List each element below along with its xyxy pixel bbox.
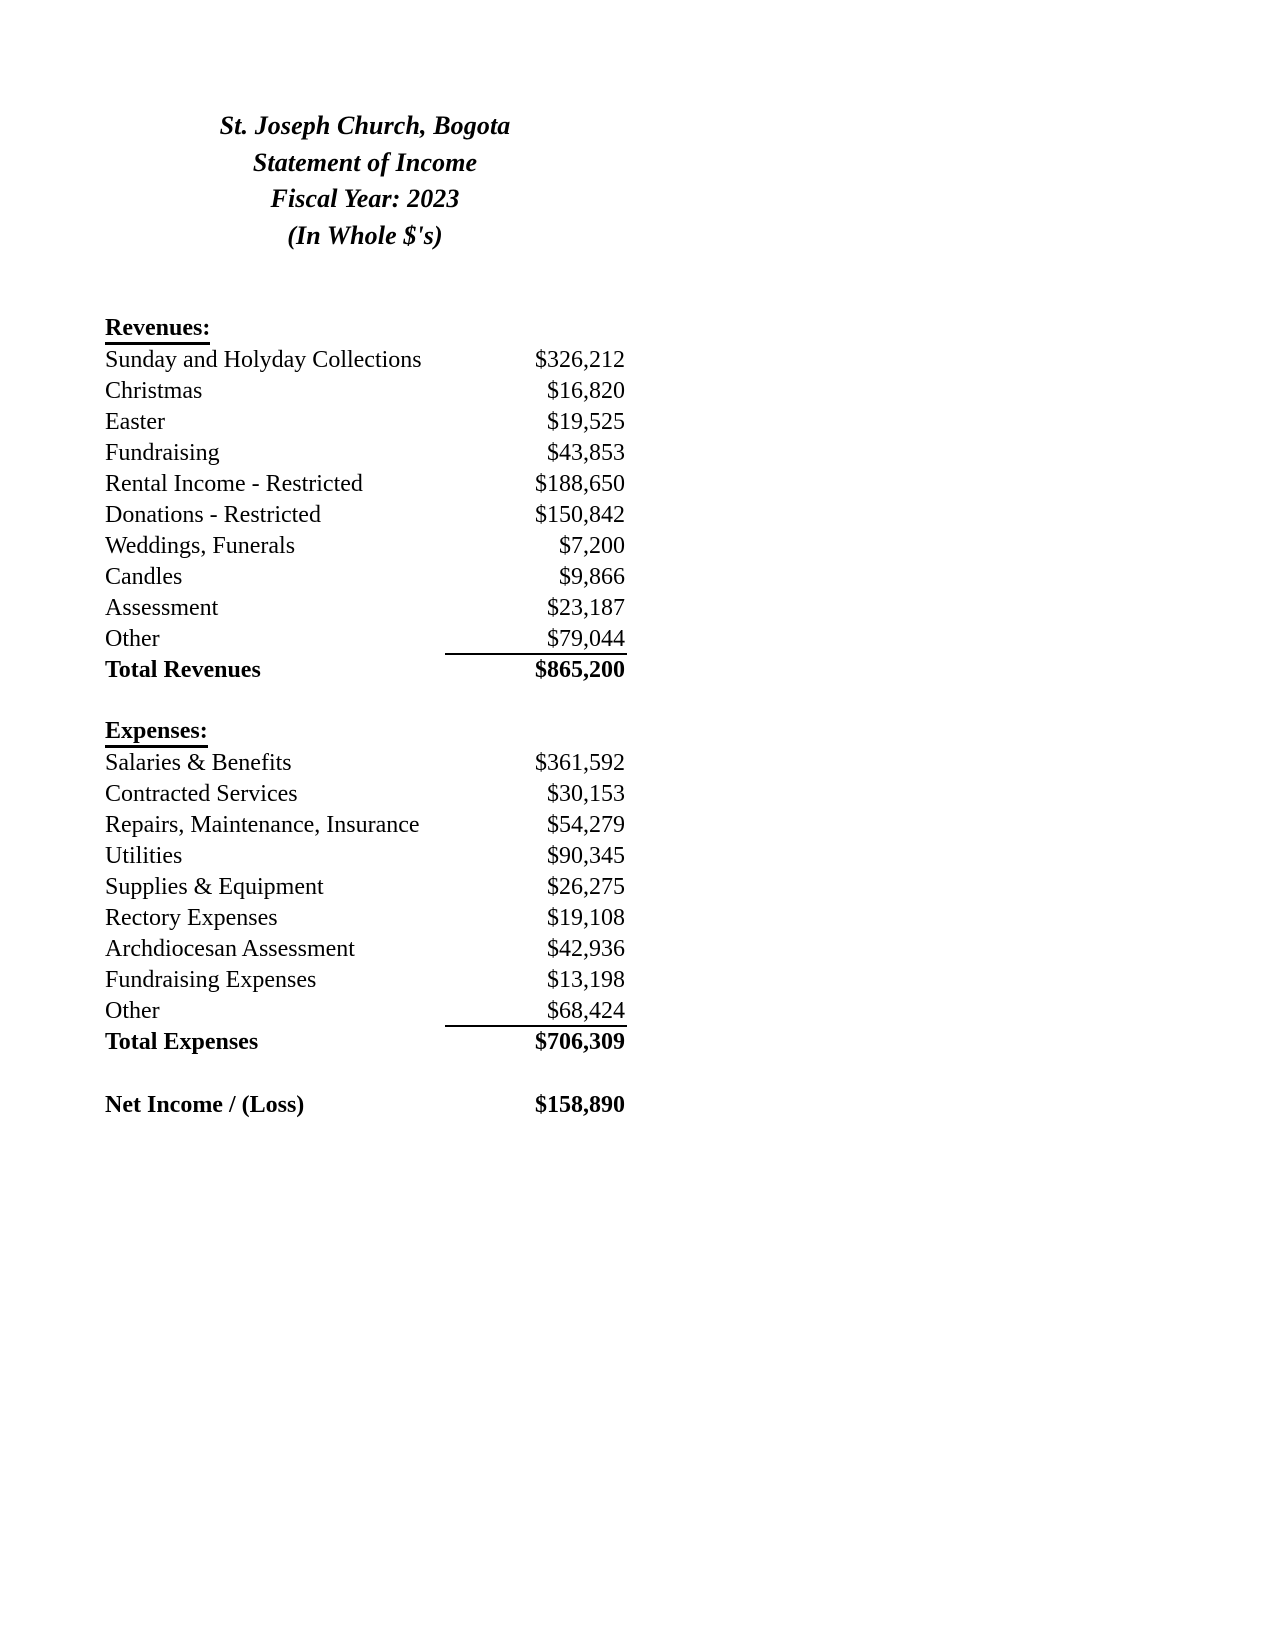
revenue-amount: $43,853 <box>547 440 625 466</box>
revenue-row <box>105 624 627 655</box>
revenue-row <box>105 407 627 438</box>
net-income-label: Net Income / (Loss) <box>105 1092 305 1118</box>
expense-amount: $42,936 <box>547 936 625 962</box>
revenues-section-heading <box>105 313 627 345</box>
revenue-label: Easter <box>105 409 165 435</box>
expense-row <box>105 903 627 934</box>
total-revenues-label: Total Revenues <box>105 657 261 683</box>
revenue-amount: $9,866 <box>559 564 625 590</box>
expense-label: Utilities <box>105 843 183 869</box>
net-income-row <box>105 1090 627 1121</box>
revenue-row <box>105 438 627 469</box>
revenue-row <box>105 531 627 562</box>
revenue-label: Assessment <box>105 595 219 621</box>
revenue-amount: $326,212 <box>535 347 625 373</box>
expenses-section-heading <box>105 716 627 748</box>
expense-amount: $19,108 <box>547 905 625 931</box>
expense-label: Archdiocesan Assessment <box>105 936 355 962</box>
expense-row <box>105 996 627 1027</box>
revenue-row <box>105 345 627 376</box>
section-spacer <box>105 686 627 716</box>
revenue-label: Rental Income - Restricted <box>105 471 363 497</box>
revenue-row <box>105 562 627 593</box>
expense-row <box>105 779 627 810</box>
expense-row <box>105 934 627 965</box>
expense-label: Fundraising Expenses <box>105 967 317 993</box>
expense-amount: $30,153 <box>547 781 625 807</box>
revenue-row <box>105 593 627 624</box>
total-expenses-amount: $706,309 <box>535 1029 625 1055</box>
expense-label: Contracted Services <box>105 781 298 807</box>
expense-row <box>105 748 627 779</box>
expense-amount: $13,198 <box>547 967 625 993</box>
revenue-amount: $79,044 <box>547 626 625 652</box>
document-title-block <box>105 108 625 254</box>
revenue-amount: $150,842 <box>535 502 625 528</box>
revenue-amount: $7,200 <box>559 533 625 559</box>
expense-amount: $54,279 <box>547 812 625 838</box>
revenue-amount: $16,820 <box>547 378 625 404</box>
title-line-statement-type: Statement of Income <box>252 147 478 177</box>
total-revenues-amount: $865,200 <box>535 657 625 683</box>
expense-amount: $90,345 <box>547 843 625 869</box>
expense-row <box>105 810 627 841</box>
total-expenses-label: Total Expenses <box>105 1029 259 1055</box>
revenue-label: Candles <box>105 564 183 590</box>
title-line-units: (In Whole $'s) <box>287 220 443 250</box>
title-line-organization: St. Joseph Church, Bogota <box>219 111 511 140</box>
revenue-amount: $23,187 <box>547 595 625 621</box>
net-income-amount: $158,890 <box>535 1092 625 1118</box>
revenue-row <box>105 376 627 407</box>
total-revenues-row <box>105 655 627 686</box>
title-line-fiscal-year: Fiscal Year: 2023 <box>270 184 460 213</box>
expenses-heading-label: Expenses: <box>105 718 208 748</box>
expense-row <box>105 872 627 903</box>
expense-row <box>105 841 627 872</box>
revenue-label: Christmas <box>105 378 203 404</box>
revenue-label: Fundraising <box>105 440 220 466</box>
expense-row <box>105 965 627 996</box>
revenues-heading-label: Revenues: <box>105 315 210 345</box>
expense-amount: $26,275 <box>547 874 625 900</box>
revenue-amount: $19,525 <box>547 409 625 435</box>
expense-label: Rectory Expenses <box>105 905 278 931</box>
revenue-row <box>105 469 627 500</box>
expense-amount: $68,424 <box>547 998 625 1024</box>
expense-label: Repairs, Maintenance, Insurance <box>105 812 420 838</box>
revenue-label: Sunday and Holyday Collections <box>105 347 422 373</box>
statement-body <box>105 313 627 1121</box>
net-income-spacer <box>105 1058 627 1090</box>
revenue-row <box>105 500 627 531</box>
expense-amount: $361,592 <box>535 750 625 776</box>
revenue-label: Donations - Restricted <box>105 502 321 528</box>
total-expenses-row <box>105 1027 627 1058</box>
revenue-label: Weddings, Funerals <box>105 533 296 559</box>
expense-label: Other <box>105 998 160 1024</box>
expense-label: Supplies & Equipment <box>105 874 324 900</box>
expense-label: Salaries & Benefits <box>105 750 292 776</box>
revenue-amount: $188,650 <box>535 471 625 497</box>
revenue-label: Other <box>105 626 160 652</box>
